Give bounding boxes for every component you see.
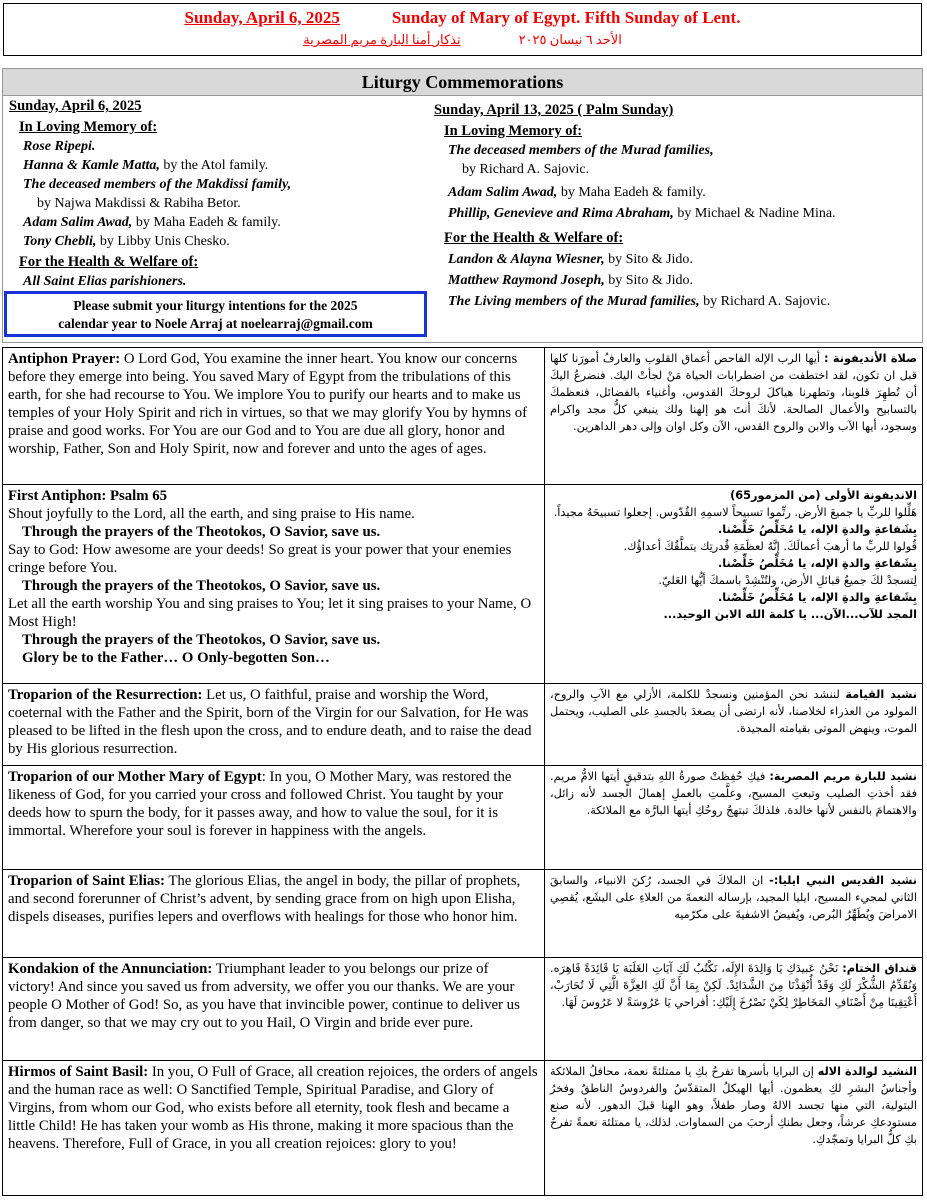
header-arabic-title: تذكار أمنا البارة مريم المصرية [303,32,461,47]
liturgy-title: Liturgy Commemorations [3,69,922,96]
left-memory-item: Adam Salim Awad, by Maha Eadeh & family. [23,215,281,230]
right-health-item: Landon & Alayna Wiesner, by Sito & Jido. [448,252,693,267]
right-health-item: The Living members of the Murad families, by Richard A. Sajovic. [448,294,831,309]
troparion-resurrection-arabic: نشيد القيامة لننشد نحن المؤمنين ونسجدْ للكلمة، الأزلي مع الآبِ والروح، المولود من العذراء لخلاصنا، لأنه ارتضى أن يصعدَ بالجسدِ على الصليب، ويحتمل الموت، وينهض الموتى بقيامته المجيدة. [545,684,923,766]
left-commemorations [9,97,291,291]
right-memory-item: Adam Salim Awad, by Maha Eadeh & family. [448,185,706,200]
troparion-elias-arabic: نشيد القديس النبي ايليا:- ان الملاكَ في الجسد، رُكنَ الانبياء، والسابقَ الثاني لمجيء المسيح، ايليا المجيد، بإرساله النعمةَ من العلاءِ على اليشَع، يُقصِي الامراضَ ويُطَهِّرُ البُرص، ويُفيضُ الاشفيةَ على مكرّميه [545,870,923,958]
right-health-heading: For the Health & Welfare of: [444,230,624,246]
left-memory-item: The deceased members of the Makdissi family, [23,177,292,192]
hirmos-row [3,1061,923,1196]
hirmos-english: Hirmos of Saint Basil: In you, O Full of Grace, all creation rejoices, the orders of angels and the human race as well: O Sanctified Temple, Spiritual Paradise, and Glory of Virgins, from whom our God, who exists before all eternity, took flesh and became a little Child! He has taken your womb as His throne, making it more spacious than the heavens. Therefore, Full of Grace, in you all creation rejoices: glory to you! [3,1061,545,1196]
kondakion-arabic: قنداق الختام: نَحْنُ عَبيدَكِ يَا وَالِدَةَ الإِلَه، نَكْتُبُ لَكِ آيَاتِ الغَلَبَة يَا قَائِدَةً قَاهِرَه. وَنُقَدِّمُ الشُّكْرَ لَكِ وَقَدْ أُنْقِذْنَا مِنَ الشَّدَائِدْ. لَكِنْ بِمَا أَنَّ لَكِ العِزَّةَ الَّتِي لَا تُحَارَبْ، أَعْتِقِينَا مِنْ أَصْنَافِ المَخَاطِرْ لِكَيْ نَصْرُخَ إِلَيْكِ: أفراحي يَا عَرُوسَةً لا عَرُوسَ لَهَا. [545,958,923,1061]
troparion-resurrection-english: Troparion of the Resurrection: Let us, O faithful, praise and worship the Word, coeternal with the Father and the Spirit, born of the Virgin for our Salvation, for He was pleased to be lifted in the flesh upon the cross, and to endure death, and to raise the dead by His glorious resurrection. [3,684,545,766]
header-title: Sunday of Mary of Egypt. Fifth Sunday of Lent. [391,8,741,27]
header-english-line [4,8,921,28]
header-date: Sunday, April 6, 2025 [184,8,340,27]
right-memory-item-by: by Richard A. Sajovic. [462,162,590,177]
left-memory-item: Tony Chebli, by Libby Unis Chesko. [23,234,230,249]
antiphon-prayer-english: Antiphon Prayer: O Lord God, You examine the inner heart. You know our concerns before they emerge into being. You saved Mary of Egypt from the tribulations of this earth, for she had recourse to You. We implore You to purify our hearts and to make us temples of your Holy Spirit and rich in virtues, so that we may glorify You by hymns of praise and good works. For You are our God and to You are due all glory, honor and worship, Father, Son and Holy Spirit, now and forever and unto the ages of ages. [3,348,545,485]
kondakion-english: Kondakion of the Annunciation: Triumphant leader to you belongs our prize of victory! And since you saved us from adversity, we offer you our thanks. We are your people O Mother of God! So, as you have that invincible power, continue to deliver us from danger, so that we may cry out to you Hail, O Virgin and bride ever pure. [3,958,545,1061]
submit-intentions-notice: Please submit your liturgy intentions for the 2025 calendar year to Noele Arraj at noelearraj@gmail.com [4,291,427,337]
antiphon-prayer-row [3,348,923,485]
left-memory-item: Hanna & Kamle Matta, by the Atol family. [23,158,269,173]
right-commemorations [434,101,836,311]
liturgy-commemorations-box [2,68,923,343]
hirmos-arabic: النشيد لوالدة الاله إن البرايا بأسرها تفرحُ بكِ يا ممتلئةً نعمة، محافلُ الملائكة وأجناسُ البشرِ لكِ يعظمون. أيها الهيكلُ المتقدّسُ والفردوسُ الناطقُ وفخرُ البتولية، التي منها تجسد الالهُ وصار طفلاً، وهو الهنا قبلَ الدهور. لأنه صنع مستودعكِ عرشاً، وجعل بطنكِ أرحبَ من السماوات. لذلك، يا ممتلئة نعمةً تفرحُ بكِ كلُّ البرايا وتمجّدكِ. [545,1061,923,1196]
left-health-heading: For the Health & Welfare of: [19,254,199,270]
bulletin-header [3,3,922,56]
hymns-table [2,347,923,1196]
header-arabic-date: الأحد ٦ نيسان ٢٠٢٥ [518,32,622,47]
first-antiphon-arabic: الانديفونة الأولى (من المزمور65) هَلِّلوا للربِّ يا جميعَ الأرض. رتِّموا تسبيحاً لاسمِهِ القُدّوس. إجعلوا تسبيحَهُ مجيداً. بِشَفاعةِ والدةِ الإله، يا مُخَلِّصُ خَلِّصْنا. قُولوا للربِّ ما أرهبَ أعمالَكَ. إنَّهُ لعظَمَةِ قُدرتِك يتملَّقُكَ أعداؤُك. بِشَفاعةِ والدةِ الإله، يا مُخَلِّصُ خَلِّصْنا. لِتسجدْ لكَ جميعُ قبائلِ الأرض، ولتُنْشِدْ باسمكَ أيُّها العَليّ. بِشَفاعةِ والدةِ الإله، يا مُخَلِّصُ خَلِّصْنا. المجد للآب...الآن... يا كلمة الله الابن الوحيد... [545,485,923,684]
troparion-mary-arabic: نشيد للبارة مريم المصرية: فيكِ حُفِظتْ صورةُ اللهِ بتدقيقٍ أيتها الامُّ مريم. فقد أخذتِ الصليب وتبعتِ المسيح، وعلَّمتِ بالعملِ إهمالَ الجسد لأنه زائل، والاهتمامَ بالنفس لأنها خالدة. فلذلكَ تبتهجُ روحُكِ أيتها البارَّة مع الملائكة. [545,766,923,870]
troparion-mary-english: Troparion of our Mother Mary of Egypt: In you, O Mother Mary, was restored the likeness of God, for you carried your cross and followed Christ. You taught by your deeds how to spurn the body, for it passes away, and how to value the soul, for it is immortal. Wherefore your soul is forever in happiness with the angels. [3,766,545,870]
left-memory-heading: In Loving Memory of: [19,119,158,135]
left-date: Sunday, April 6, 2025 [9,98,142,114]
troparion-resurrection-row [3,684,923,766]
antiphon-prayer-arabic: صلاة الأنديفونة : أيها الرب الإله الفاحص أعماق القلوب والعارفُ أمورَنا كلها قبل ان تكون، لقد اختطفت من اضطرابات الحياة مَنْ لجأتْ اليك. فنضرعُ اليكَ أن تُطهِرَ قلوبنا، وتطهرنا هياكلَ لروحكَ القدوس، وأغنياء بالفضائل، فنعظمكَ بالتسابيح والأعمال الصالحة. لأنكَ أنتَ هو إلهنا ولك ينبغي كلُّ مجد واكرام وسجود، أيها الآب والابن والروح القدس، الآن وكل اوان وإلى دهر الداهرين. [545,348,923,485]
first-antiphon-row [3,485,923,684]
kondakion-row [3,958,923,1061]
left-health-item: All Saint Elias parishioners. [23,274,187,289]
troparion-mary-row [3,766,923,870]
right-memory-item: The deceased members of the Murad families, [448,143,714,158]
right-date: Sunday, April 13, 2025 ( Palm Sunday) [434,102,674,118]
right-memory-item: Phillip, Genevieve and Rima Abraham, by Michael & Nadine Mina. [448,206,836,221]
troparion-elias-row [3,870,923,958]
first-antiphon-english: First Antiphon: Psalm 65 Shout joyfully to the Lord, all the earth, and sing praise to His name. Through the prayers of the Theotokos, O Savior, save us. Say to God: How awesome are your deeds! So great is your power that your enemies cringe before You. Through the prayers of the Theotokos, O Savior, save us. Let all the earth worship You and sing praises to You; let it sing praises to your Name, O Most High! Through the prayers of the Theotokos, O Savior, save us. Glory be to the Father… O Only-begotten Son… [3,485,545,684]
right-health-item: Matthew Raymond Joseph, by Sito & Jido. [448,273,694,288]
left-memory-item-by: by Najwa Makdissi & Rabiha Betor. [37,196,241,211]
right-memory-heading: In Loving Memory of: [444,123,583,139]
troparion-elias-english: Troparion of Saint Elias: The glorious Elias, the angel in body, the pillar of prophets, and second forerunner of Christ’s advent, by sending grace from on high upon Elisha, dispels diseases, purifies lepers and overflows with healings for those who honor him. [3,870,545,958]
header-arabic-line [4,32,921,48]
left-memory-item: Rose Ripepi. [23,139,96,154]
